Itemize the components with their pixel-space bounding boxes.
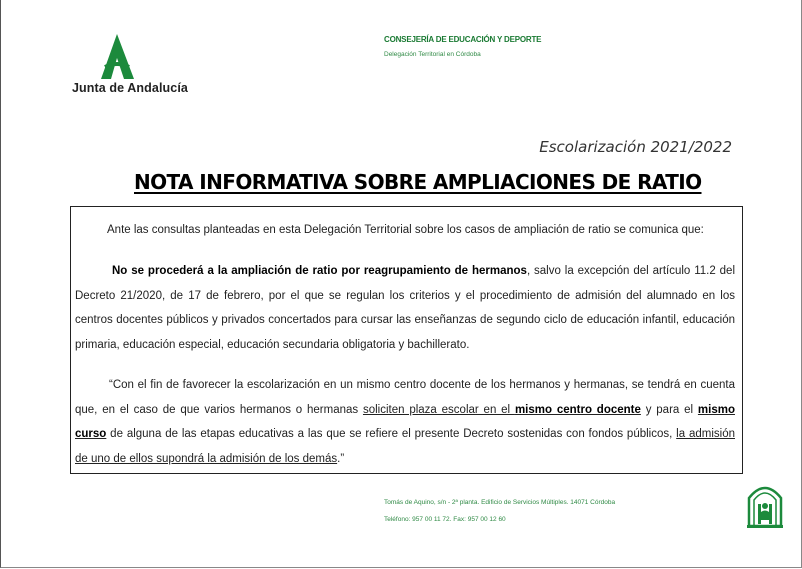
footer-phone: Teléfono: 957 00 11 72. Fax: 957 00 12 60 bbox=[384, 516, 506, 523]
paragraph-main bbox=[75, 259, 735, 357]
main-statement: No se procederá a la ampliación de ratio por reagrupamiento de hermanos bbox=[112, 265, 527, 277]
paragraph-quote bbox=[75, 373, 735, 471]
andalucia-seal-icon bbox=[745, 478, 785, 530]
quote-part-c: de alguna de las etapas educativas a las que se refiere el presente Decreto sostenidas con fondos públicos, bbox=[106, 428, 677, 440]
quote-part-a: “Con el fin de favorecer la escolarización en un mismo centro docente de los hermanos y hermanas, se tendrá en cuenta que, en el caso de que varios hermanos o hermanas bbox=[75, 379, 735, 416]
header-delegation: Delegación Territorial en Córdoba bbox=[384, 51, 481, 58]
quote-underline-1: soliciten plaza escolar en el bbox=[362, 403, 515, 416]
logo-name: Junta de Andalucía bbox=[72, 81, 188, 95]
main-rest: , salvo la excepción del artículo 11.2 del Decreto 21/2020, de 17 de febrero, por el que se regulan los criterios y el procedimiento de admisión del alumnado en los centros docentes públicos y privados concertados para cursar las enseñanzas de segundo ciclo de educación infantil, educación primaria, educación especial, educación secundaria obligatoria y bachillerato. bbox=[75, 265, 736, 351]
quote-part-d: .” bbox=[337, 452, 345, 465]
quote-underline-2: la admisión de uno de ellos supondrá la admisión de los demás bbox=[75, 428, 735, 465]
header-org: CONSEJERÍA DE EDUCACIÓN Y DEPORTE bbox=[384, 35, 542, 44]
footer-address: Tomás de Aquino, s/n - 2ª planta. Edificio de Servicios Múltiples. 14071 Córdoba bbox=[384, 499, 616, 506]
document-title: NOTA INFORMATIVA SOBRE AMPLIACIONES DE RATIO bbox=[134, 170, 702, 194]
quote-bold-2: mismo curso bbox=[75, 403, 735, 440]
paragraph-intro: Ante las consultas planteadas en esta Delegación Territorial sobre los casos de ampliación de ratio se comunica que: bbox=[107, 224, 704, 236]
document-subtitle: Escolarización 2021/2022 bbox=[539, 138, 732, 156]
quote-part-b: y para el bbox=[640, 403, 698, 416]
quote-bold-1: mismo centro docente bbox=[514, 403, 641, 416]
notice-box bbox=[70, 206, 743, 474]
